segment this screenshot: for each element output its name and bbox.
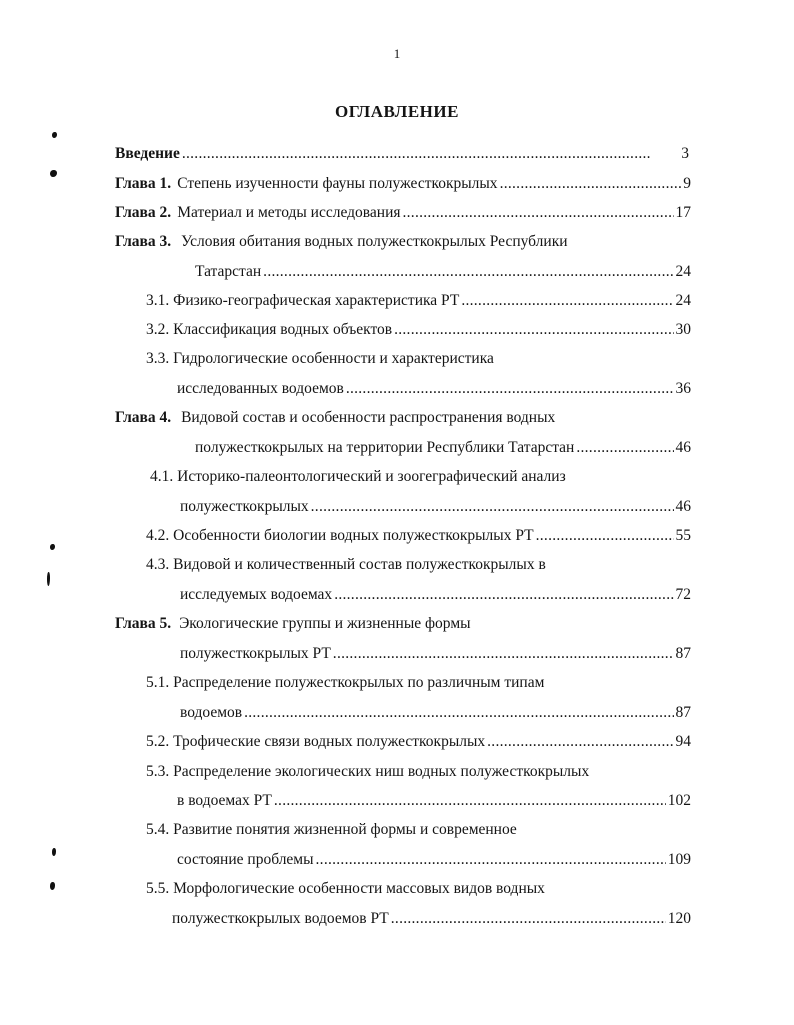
toc-page-ref: 24 (675, 263, 691, 280)
toc-section-title-cont: в водоемах РТ (177, 792, 272, 809)
toc-page-ref: 109 (667, 851, 691, 868)
toc-page-ref: 46 (675, 439, 691, 456)
scan-artifact-mark (52, 132, 57, 138)
toc-chapter-title-cont: полужесткокрылых на территории Республики Татарстан (195, 439, 575, 456)
toc-leader (487, 732, 673, 752)
toc-chapter-label: Глава 2. (115, 204, 172, 221)
toc-section-title-cont: исследованных водоемов (177, 380, 344, 397)
toc-entry-section-4-1: 4.1. Историко-палеонтологический и зоогеграфический анализ (150, 468, 566, 485)
toc-leader (391, 909, 666, 929)
toc-chapter-title-cont: полужесткокрылых РТ (180, 645, 331, 662)
toc-section-title-cont: состояние проблемы (177, 851, 314, 868)
toc-leader (333, 644, 674, 664)
toc-chapter-title: Экологические группы и жизненные формы (179, 615, 471, 632)
toc-entry-section-4-1-cont (180, 497, 691, 517)
toc-entry-chapter-1 (115, 174, 691, 194)
toc-leader (576, 438, 673, 458)
toc-entry-section-5-5: 5.5. Морфологические особенности массовых видов водных (146, 880, 545, 897)
toc-entry-section-3-1 (146, 291, 691, 311)
scan-artifact-mark (47, 572, 50, 586)
toc-leader (500, 174, 682, 194)
toc-entry-section-5-3: 5.3. Распределение экологических ниш водных полужесткокрылых (146, 763, 590, 780)
toc-page-ref: 30 (675, 321, 691, 338)
toc-chapter-label: Глава 5. (115, 615, 172, 632)
scan-artifact-mark (52, 848, 56, 856)
scan-artifact-mark (50, 170, 57, 177)
toc-entry-section-5-1-cont (180, 703, 691, 723)
toc-leader (316, 850, 666, 870)
toc-leader (461, 291, 673, 311)
toc-entry-section-5-4: 5.4. Развитие понятия жизненной формы и современное (146, 821, 517, 838)
toc-entry-section-5-3-cont (177, 791, 691, 811)
toc-entry-section-5-5-cont (172, 909, 691, 929)
toc-entry-chapter-3-cont (195, 262, 691, 282)
toc-section-title-cont: полужесткокрылых водоемов РТ (172, 910, 389, 927)
toc-leader (536, 526, 674, 546)
toc-leader (334, 585, 673, 605)
toc-page-ref: 102 (667, 792, 691, 809)
toc-entry-intro (115, 144, 689, 164)
toc-entry-section-4-3: 4.3. Видовой и количественный состав полужесткокрылых в (146, 556, 546, 573)
toc-chapter-label: Глава 4. (115, 409, 172, 426)
toc-section-title-cont: водоемов (180, 704, 243, 721)
scan-artifact-mark (50, 544, 55, 550)
toc-leader (394, 320, 673, 340)
page-title: ОГЛАВЛЕНИЕ (335, 102, 459, 121)
toc-leader (311, 497, 674, 517)
toc-leader (244, 703, 673, 723)
toc-entry-section-5-1: 5.1. Распределение полужесткокрылых по различным типам (146, 674, 545, 691)
toc-entry-chapter-3 (115, 232, 568, 252)
toc-page-ref: 17 (675, 204, 691, 221)
toc-entry-section-5-2 (146, 732, 691, 752)
toc-page-ref: 24 (675, 292, 691, 309)
toc-chapter-title: Степень изученности фауны полужесткокрылых (177, 175, 498, 192)
toc-entry-section-3-3-cont (177, 379, 691, 399)
toc-section-title: 5.2. Трофические связи водных полужесткокрылых (146, 733, 486, 750)
toc-leader (263, 262, 673, 282)
toc-leader (403, 203, 674, 223)
toc-page-ref: 55 (675, 527, 691, 544)
toc-chapter-label: Глава 3. (115, 233, 172, 250)
toc-section-title: 3.2. Классификация водных объектов (146, 321, 393, 338)
toc-entry-chapter-4-cont (195, 438, 691, 458)
toc-chapter-label: Глава 1. (115, 175, 172, 192)
toc-chapter-title: Условия обитания водных полужесткокрылых Республики (181, 233, 568, 250)
toc-entry-chapter-5 (115, 614, 471, 634)
toc-page-ref: 87 (675, 704, 691, 721)
toc-leader (346, 379, 674, 399)
toc-leader (182, 144, 679, 164)
toc-entry-section-3-3: 3.3. Гидрологические особенности и характеристика (146, 350, 494, 367)
toc-page-ref: 72 (675, 586, 691, 603)
toc-leader (274, 791, 666, 811)
toc-entry-chapter-5-cont (180, 644, 691, 664)
toc-entry-section-3-2 (146, 320, 691, 340)
toc-entry-chapter-4 (115, 408, 555, 428)
toc-section-title-cont: исследуемых водоемах (180, 586, 333, 603)
toc-entry-chapter-2 (115, 203, 691, 223)
toc-page-ref: 46 (675, 498, 691, 515)
scan-artifact-mark (50, 882, 55, 890)
toc-page-ref: 9 (683, 175, 691, 192)
toc-entry-section-4-2 (146, 526, 691, 546)
toc-chapter-title-cont: Татарстан (195, 263, 262, 280)
toc-page-ref: 36 (675, 380, 691, 397)
toc-page-ref: 120 (667, 910, 691, 927)
toc-entry-section-4-3-cont (180, 585, 691, 605)
toc-entry-section-5-4-cont (177, 850, 691, 870)
page-number: 1 (393, 46, 401, 61)
toc-page-ref: 3 (681, 145, 689, 162)
toc-page-ref: 87 (675, 645, 691, 662)
toc-chapter-title: Видовой состав и особенности распространения водных (181, 409, 556, 426)
toc-section-title: 3.1. Физико-географическая характеристика РТ (146, 292, 460, 309)
toc-page-ref: 94 (675, 733, 691, 750)
toc-intro-label: Введение (115, 145, 180, 162)
toc-chapter-title: Материал и методы исследования (177, 204, 401, 221)
toc-section-title-cont: полужесткокрылых (180, 498, 309, 515)
toc-section-title: 4.2. Особенности биологии водных полужесткокрылых РТ (146, 527, 534, 544)
